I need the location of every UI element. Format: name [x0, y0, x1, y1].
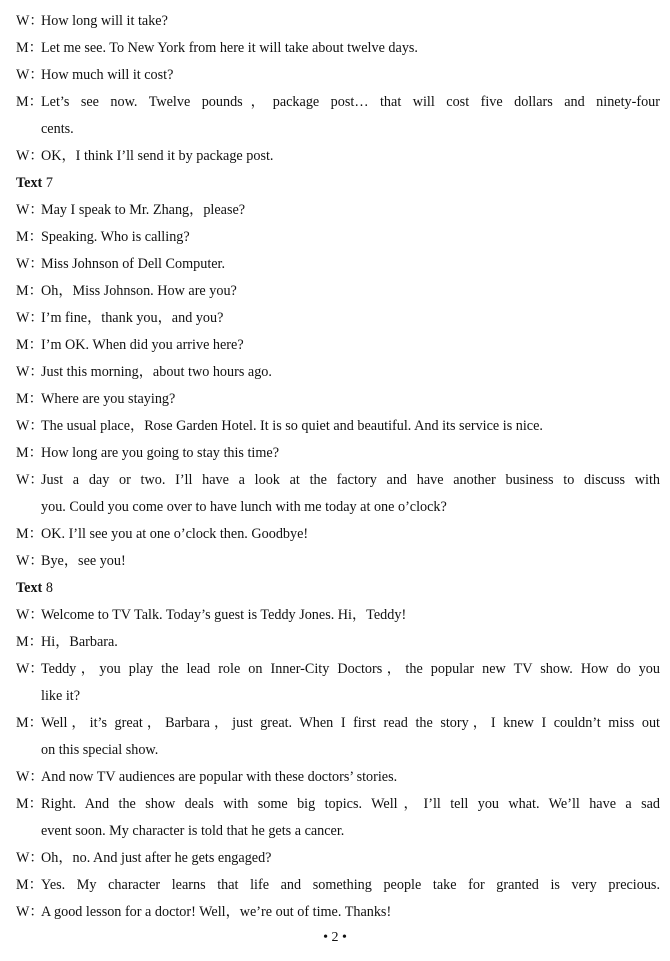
speaker-label: W： — [16, 661, 44, 677]
dialogue-line — [0, 224, 670, 251]
dialogue-text: Oh，no. And just after he gets engaged? — [41, 850, 272, 866]
dialogue-continuation — [0, 818, 670, 845]
dialogue-text: How long are you going to stay this time? — [41, 445, 280, 461]
dialogue-text: May I speak to Mr. Zhang，please? — [41, 202, 246, 218]
dialogue-text: you. Could you come over to have lunch with me today at one o’clock? — [41, 499, 447, 515]
dialogue-text: I’m OK. When did you arrive here? — [41, 337, 244, 353]
dialogue-text: Hi，Barbara. — [41, 634, 118, 650]
dialogue-line — [0, 440, 670, 467]
speaker-label: W： — [16, 202, 44, 218]
dialogue-line — [0, 386, 670, 413]
page-number: • 2 • — [323, 930, 347, 945]
dialogue-text: OK. I’ll see you at one o’clock then. Goodbye! — [41, 526, 309, 542]
dialogue-text: Right. And the show deals with some big topics. Well，I’ll tell you what. We’ll have a sad — [41, 796, 660, 812]
speaker-label: M： — [16, 391, 43, 407]
dialogue-continuation — [0, 494, 670, 521]
dialogue-text: Yes. My character learns that life and something people take for granted is very precious. — [41, 877, 660, 893]
speaker-label: W： — [16, 310, 44, 326]
speaker-label: W： — [16, 418, 44, 434]
dialogue-line — [0, 251, 670, 278]
speaker-label: M： — [16, 283, 43, 299]
speaker-label: M： — [16, 715, 43, 731]
dialogue-line — [0, 143, 670, 170]
speaker-label: W： — [16, 148, 44, 164]
speaker-label: W： — [16, 67, 44, 83]
dialogue-continuation — [0, 116, 670, 143]
dialogue-line — [0, 35, 670, 62]
dialogue-text: Just a day or two. I’ll have a look at the factory and have another business to discuss with — [41, 472, 660, 488]
dialogue-continuation — [0, 737, 670, 764]
dialogue-line — [0, 278, 670, 305]
dialogue-text: Well，it’s great，Barbara，just great. When I first read the story，I knew I couldn’t miss out — [41, 715, 660, 731]
dialogue-text: Welcome to TV Talk. Today’s guest is Teddy Jones. Hi，Teddy! — [41, 607, 407, 623]
speaker-label: M： — [16, 796, 43, 812]
speaker-label: M： — [16, 94, 43, 110]
speaker-label: W： — [16, 607, 44, 623]
dialogue-continuation — [0, 683, 670, 710]
dialogue-text: Let’s see now. Twelve pounds，package post… that will cost five dollars and ninety-four — [41, 94, 660, 110]
dialogue-line — [0, 791, 670, 818]
dialogue-line — [0, 602, 670, 629]
dialogue-line — [0, 845, 670, 872]
speaker-label: W： — [16, 256, 44, 272]
dialogue-line — [0, 413, 670, 440]
speaker-label: M： — [16, 337, 43, 353]
dialogue-text: Teddy，you play the lead role on Inner-City Doctors，the popular new TV show. How do you — [41, 661, 660, 677]
speaker-label: W： — [16, 472, 44, 488]
speaker-label: M： — [16, 634, 43, 650]
dialogue-text: I’m fine，thank you，and you? — [41, 310, 224, 326]
section-heading-label: Text — [16, 175, 43, 191]
dialogue-line — [0, 872, 670, 899]
dialogue-line — [0, 332, 670, 359]
dialogue-line — [0, 359, 670, 386]
dialogue-line — [0, 305, 670, 332]
section-heading — [0, 575, 670, 602]
dialogue-text: How long will it take? — [41, 13, 168, 29]
section-heading-number: 7 — [45, 175, 53, 191]
dialogue-line — [0, 710, 670, 737]
dialogue-line — [0, 899, 670, 926]
speaker-label: W： — [16, 850, 44, 866]
speaker-label: W： — [16, 904, 44, 920]
section-heading-number: 8 — [45, 580, 53, 596]
dialogue-text: Let me see. To New York from here it will take about twelve days. — [41, 40, 418, 56]
dialogue-text: Just this morning，about two hours ago. — [41, 364, 272, 380]
dialogue-line — [0, 8, 670, 35]
speaker-label: W： — [16, 769, 44, 785]
dialogue-line — [0, 467, 670, 494]
speaker-label: W： — [16, 364, 44, 380]
dialogue-text: Speaking. Who is calling? — [41, 229, 190, 245]
dialogue-text: Where are you staying? — [41, 391, 176, 407]
speaker-label: M： — [16, 445, 43, 461]
section-heading — [0, 170, 670, 197]
dialogue-text: Bye，see you! — [41, 553, 126, 569]
dialogue-line — [0, 548, 670, 575]
dialogue-line — [0, 656, 670, 683]
section-heading-label: Text — [16, 580, 43, 596]
speaker-label: W： — [16, 13, 44, 29]
dialogue-line — [0, 197, 670, 224]
dialogue-text: How much will it cost? — [41, 67, 174, 83]
dialogue-line — [0, 764, 670, 791]
dialogue-line — [0, 89, 670, 116]
dialogue-text: Miss Johnson of Dell Computer. — [41, 256, 226, 272]
dialogue-text: Oh，Miss Johnson. How are you? — [41, 283, 237, 299]
dialogue-line — [0, 521, 670, 548]
speaker-label: M： — [16, 526, 43, 542]
dialogue-text: on this special show. — [41, 742, 159, 758]
dialogue-text: And now TV audiences are popular with these doctors’ stories. — [41, 769, 398, 785]
dialogue-line — [0, 629, 670, 656]
transcript-body — [0, 8, 670, 926]
dialogue-text: cents. — [41, 121, 74, 137]
dialogue-line — [0, 62, 670, 89]
dialogue-text: OK，I think I’ll send it by package post. — [41, 148, 274, 164]
dialogue-text: like it? — [41, 688, 81, 704]
speaker-label: M： — [16, 877, 43, 893]
speaker-label: W： — [16, 553, 44, 569]
dialogue-text: event soon. My character is told that he gets a cancer. — [41, 823, 345, 839]
dialogue-text: A good lesson for a doctor! Well，we’re out of time. Thanks! — [41, 904, 392, 920]
speaker-label: M： — [16, 229, 43, 245]
speaker-label: M： — [16, 40, 43, 56]
dialogue-text: The usual place，Rose Garden Hotel. It is so quiet and beautiful. And its service is nice. — [41, 418, 543, 434]
